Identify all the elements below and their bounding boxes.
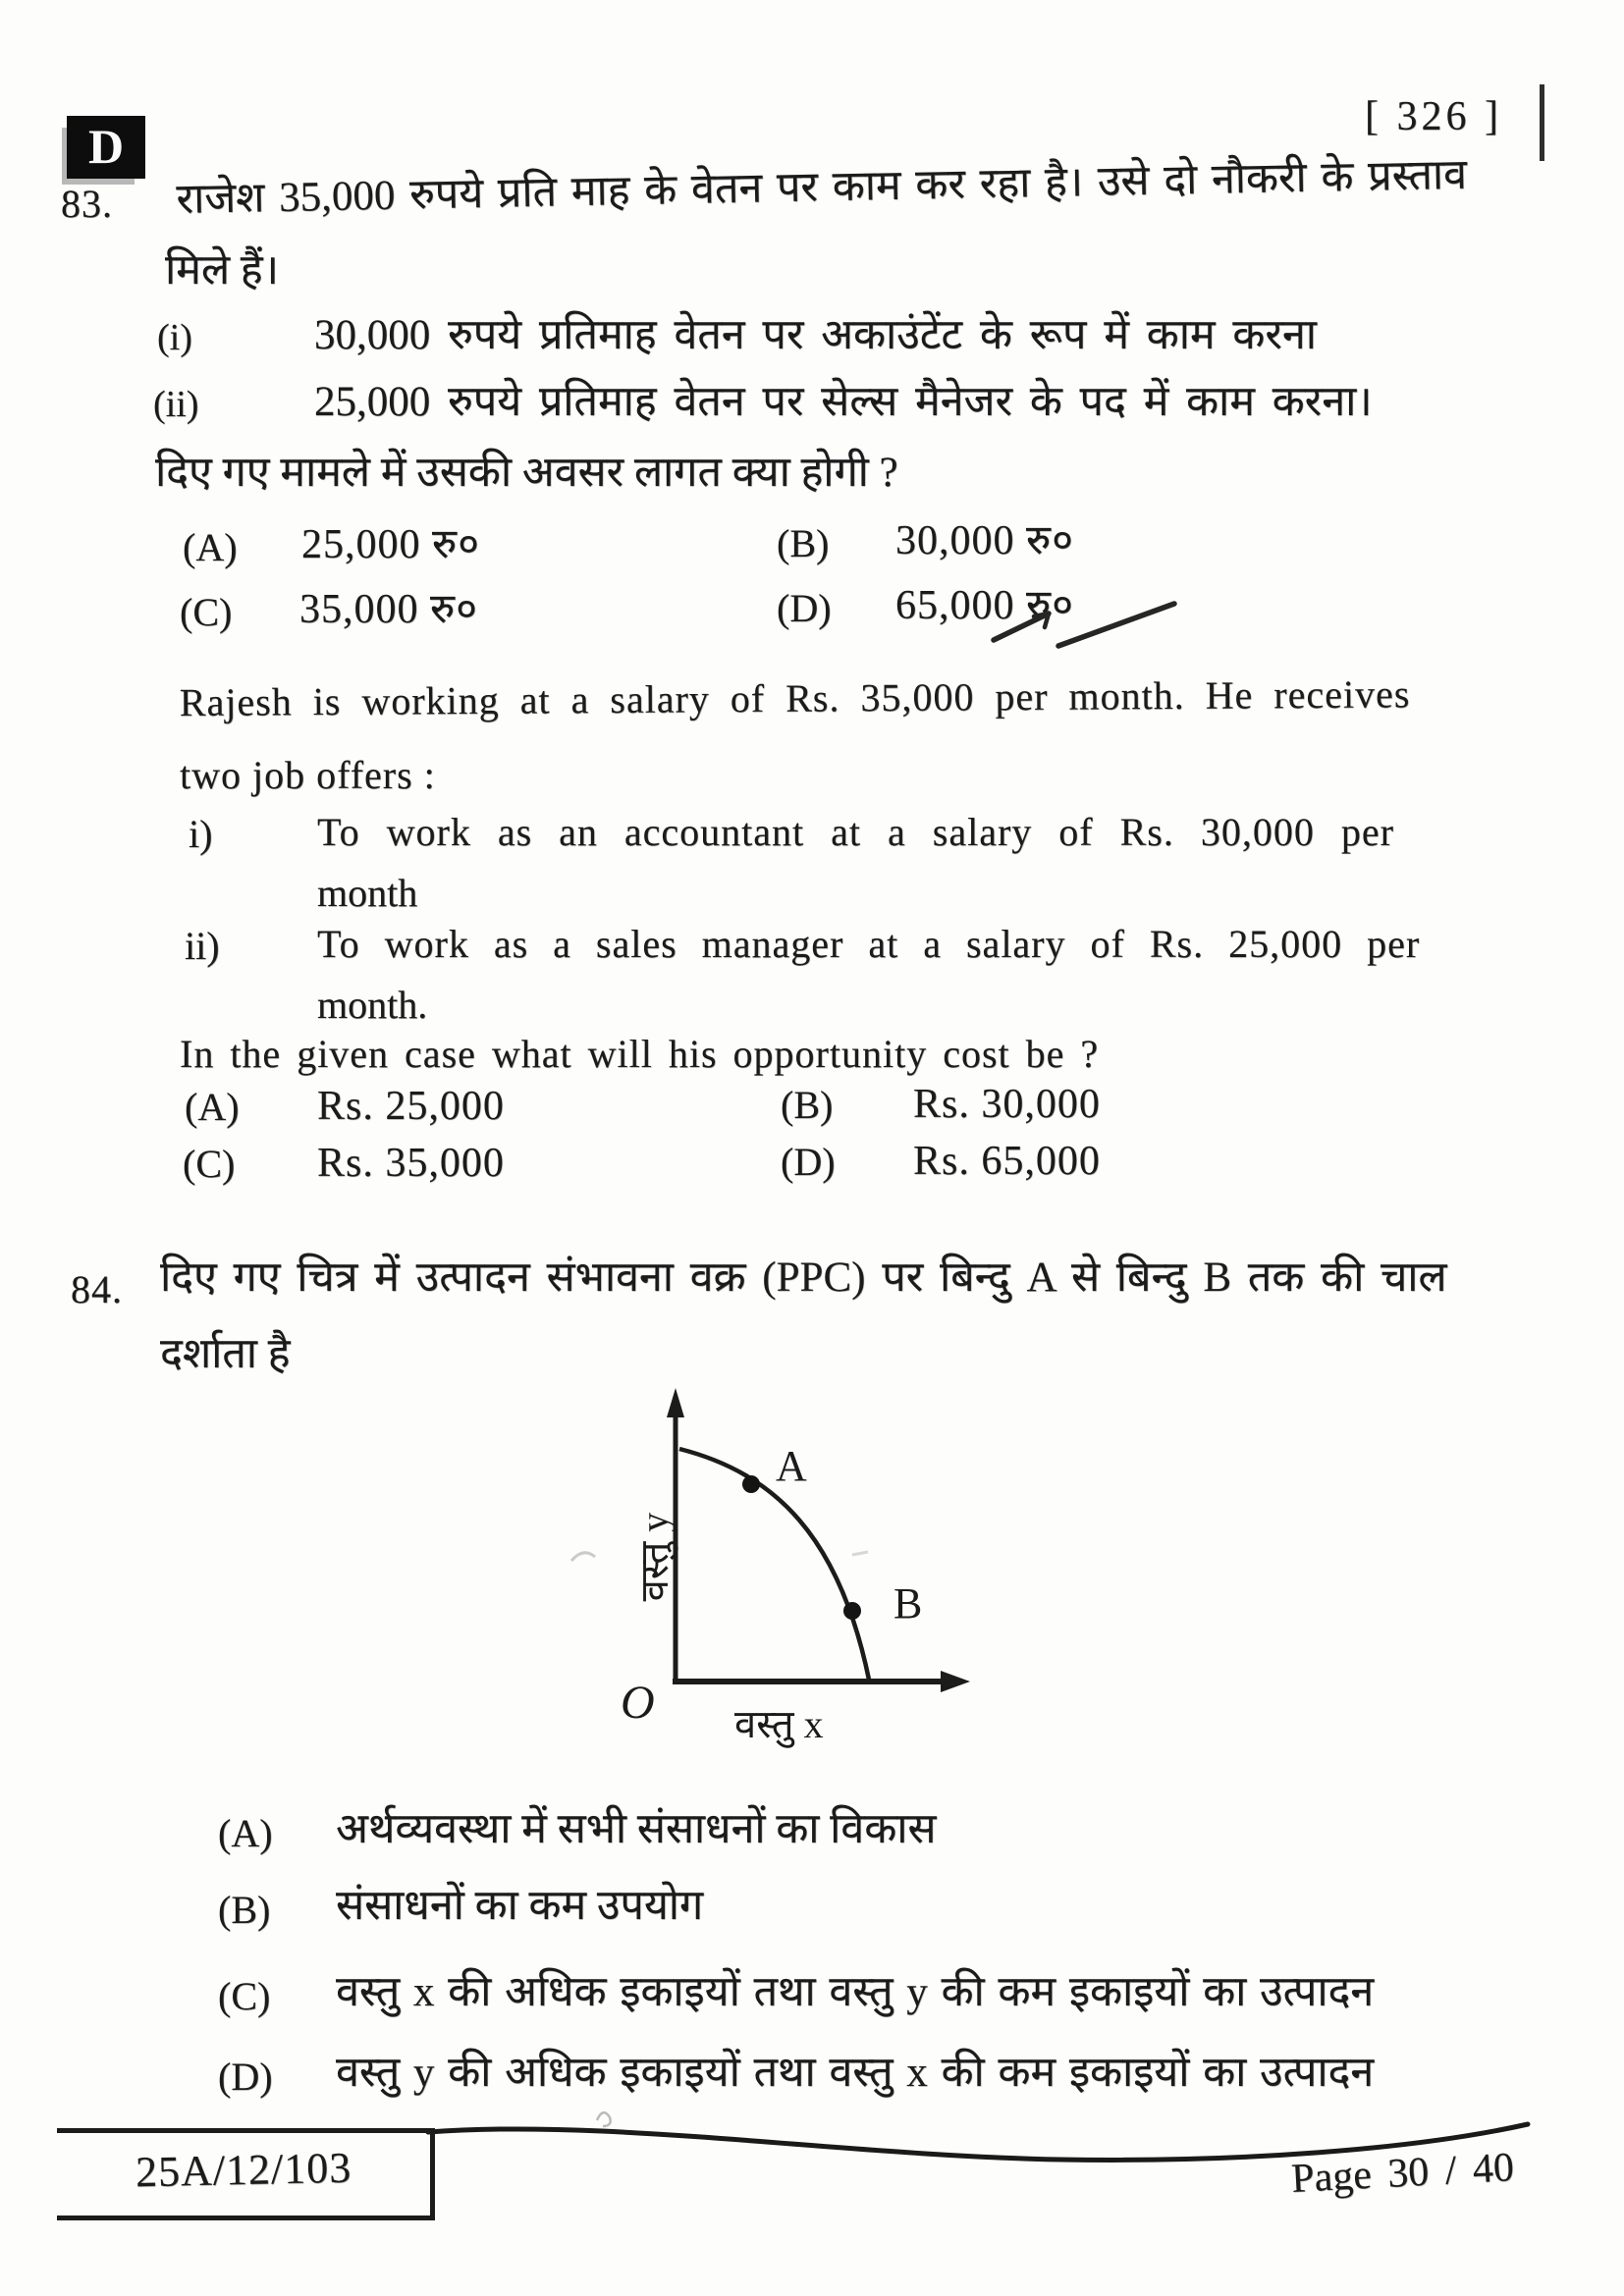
q84-option-c-value: वस्तु x की अधिक इकाइयों तथा वस्तु y की कम इकाइयों का उत्पादन xyxy=(336,1969,1375,2015)
q84-option-a-label: (A) xyxy=(218,1811,273,1855)
q83-english-option-c-value: Rs. 35,000 xyxy=(317,1141,505,1186)
q83-english-question: In the given case what will his opportunity cost be ? xyxy=(180,1032,1100,1076)
question-83-number: 83. xyxy=(61,182,113,226)
q83-english-line2: two job offers : xyxy=(180,753,436,797)
page-ref: [ 326 ] xyxy=(1365,94,1502,139)
question-84-number: 84. xyxy=(71,1267,123,1311)
corner-tick-icon xyxy=(1540,84,1544,161)
q83-hindi-item2-label: (ii) xyxy=(153,384,199,425)
q83-hindi-item2-text: 25,000 रुपये प्रतिमाह वेतन पर सेल्स मैनेजर के पद में काम करना। xyxy=(314,379,1373,425)
q83-hindi-item1-label: (i) xyxy=(157,317,192,358)
footer-code: 25A/12/103 xyxy=(135,2143,352,2197)
footer-page-indicator: Page 30 / 40 xyxy=(1290,2145,1515,2202)
q83-english-option-d-value: Rs. 65,000 xyxy=(913,1139,1101,1184)
x-axis-label: वस्तु x xyxy=(734,1702,824,1746)
origin-label: O xyxy=(621,1677,655,1729)
q83-hindi-option-b-value: 30,000 रु० xyxy=(895,518,1074,563)
ppc-curve xyxy=(679,1449,869,1680)
q83-hindi-option-c-label: (C) xyxy=(180,590,233,634)
pen-stroke-short xyxy=(994,614,1049,640)
q84-option-b-label: (B) xyxy=(218,1888,271,1932)
x-axis-arrow-icon xyxy=(941,1671,970,1692)
q83-english-item2-cont: month. xyxy=(317,983,428,1027)
point-a-label: A xyxy=(776,1442,807,1490)
pen-scribble-marks xyxy=(972,587,1198,669)
q83-english-option-d-label: (D) xyxy=(781,1140,836,1184)
footer-code-box xyxy=(57,2128,435,2220)
q83-hindi-option-c-value: 35,000 रु० xyxy=(299,587,478,632)
q83-hindi-option-a-label: (A) xyxy=(183,525,238,569)
q83-english-item1-text: To work as an accountant at a salary of Rs. 30,000 per xyxy=(317,810,1394,854)
q84-option-a-value: अर्थव्यवस्था में सभी संसाधनों का विकास xyxy=(336,1806,937,1852)
q83-english-item2-text: To work as a sales manager at a salary of Rs. 25,000 per xyxy=(317,922,1421,966)
q83-english-item1-cont: month xyxy=(317,871,418,915)
q84-hindi-line1: दिए गए चित्र में उत्पादन संभावना वक्र (PPC) पर बिन्दु A से बिन्दु B तक की चाल xyxy=(160,1255,1447,1301)
q84-option-d-value: वस्तु y की अधिक इकाइयों तथा वस्तु x की कम इकाइयों का उत्पादन xyxy=(336,2050,1375,2096)
q83-english-item1-label: i) xyxy=(189,812,213,856)
q83-hindi-line1: राजेश 35,000 रुपये प्रति माह के वेतन पर काम कर रहा है। उसे दो नौकरी के प्रस्ताव xyxy=(176,151,1468,224)
q84-option-c-label: (C) xyxy=(218,1974,271,2018)
q83-english-option-a-label: (A) xyxy=(185,1085,240,1129)
pen-stroke-long xyxy=(1058,604,1174,646)
q83-english-item2-label: ii) xyxy=(185,924,220,968)
q83-hindi-option-a-value: 25,000 रु० xyxy=(301,522,480,567)
q83-hindi-line2: मिले हैं। xyxy=(165,247,279,294)
q83-english-option-c-label: (C) xyxy=(183,1142,236,1186)
q83-english-option-b-label: (B) xyxy=(781,1083,834,1127)
q83-english-line1: Rajesh is working at a salary of Rs. 35,000 per month. He receives xyxy=(179,671,1411,725)
q83-hindi-item1-text: 30,000 रुपये प्रतिमाह वेतन पर अकाउंटेंट के रूप में काम करना xyxy=(314,312,1317,358)
section-label: D xyxy=(87,119,125,174)
scan-smudge-icon xyxy=(571,1553,595,1561)
q83-hindi-option-d-value: 65,000 रु० xyxy=(895,583,1074,628)
point-a-dot xyxy=(742,1475,760,1493)
y-axis-arrow-icon xyxy=(667,1388,684,1417)
q83-english-option-a-value: Rs. 25,000 xyxy=(317,1084,505,1129)
q83-hindi-option-d-label: (D) xyxy=(777,586,832,630)
point-b-label: B xyxy=(893,1579,923,1628)
scan-dash-icon xyxy=(852,1552,868,1555)
footer-squiggle-icon xyxy=(597,2112,611,2126)
section-label-box xyxy=(67,116,145,179)
q84-hindi-line2: दर्शाता है xyxy=(160,1331,291,1377)
y-axis-label: वस्तु y xyxy=(632,1512,677,1602)
ppc-figure xyxy=(461,1372,1031,1785)
q83-hindi-option-b-label: (B) xyxy=(777,521,830,565)
q83-hindi-question: दिए गए मामले में उसकी अवसर लागत क्या होगी ? xyxy=(155,450,898,496)
point-b-dot xyxy=(843,1602,861,1620)
q84-option-d-label: (D) xyxy=(218,2055,273,2099)
q84-option-b-value: संसाधनों का कम उपयोग xyxy=(336,1883,704,1929)
q83-english-option-b-value: Rs. 30,000 xyxy=(913,1082,1101,1127)
